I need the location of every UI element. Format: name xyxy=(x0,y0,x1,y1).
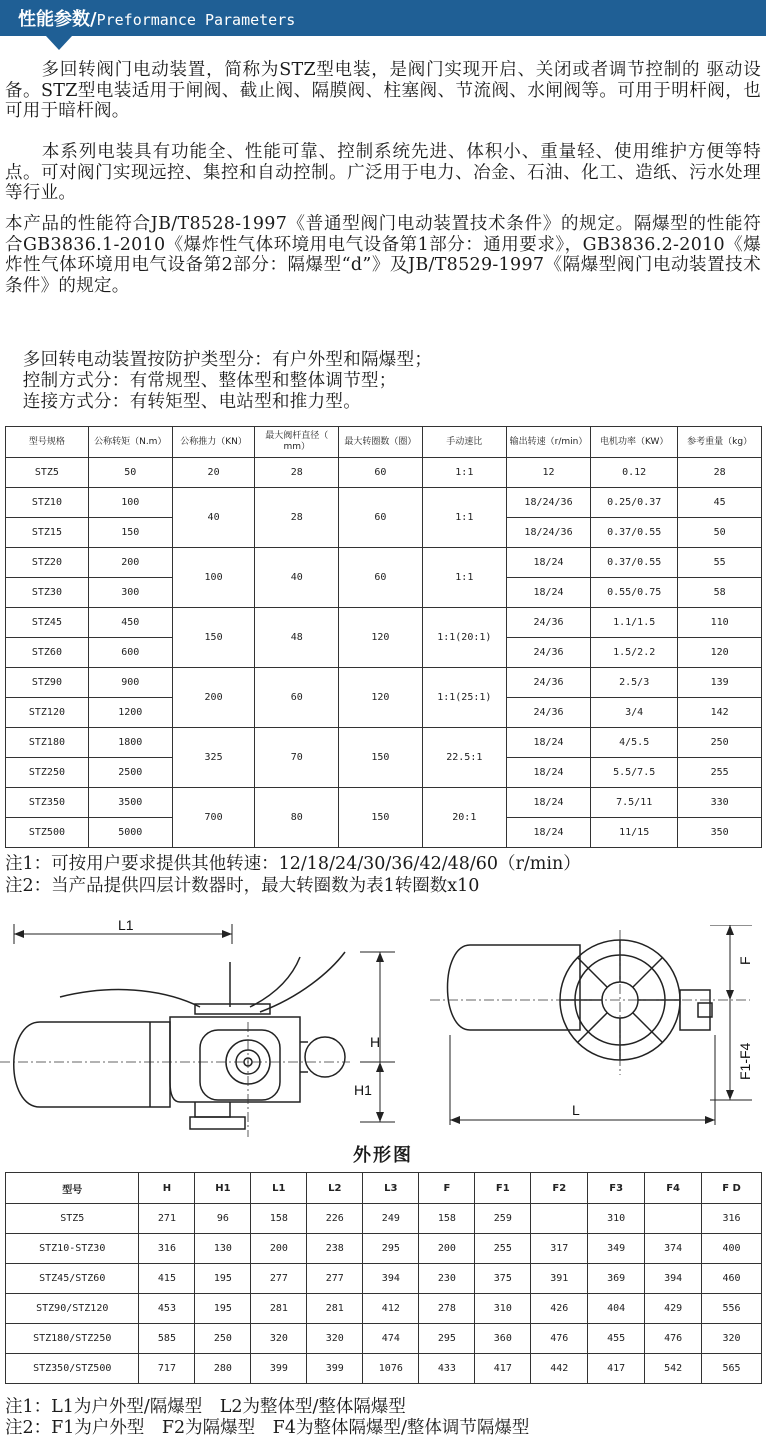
table-cell: 320 xyxy=(251,1324,307,1354)
table-cell: 450 xyxy=(88,608,172,638)
protection-type-line: 多回转电动装置按防护类型分：有户外型和隔爆型； xyxy=(5,350,433,370)
table-cell: 330 xyxy=(678,788,762,818)
table-cell: 350 xyxy=(678,818,762,848)
table-cell: 139 xyxy=(678,668,762,698)
table-cell: 18/24 xyxy=(506,578,590,608)
table-cell: 2.5/3 xyxy=(591,668,678,698)
table-cell: 426 xyxy=(531,1294,588,1324)
table-cell: 18/24/36 xyxy=(506,518,590,548)
dim-label-l: L xyxy=(572,1102,580,1118)
table-cell: 394 xyxy=(363,1264,419,1294)
table-cell: 158 xyxy=(419,1204,475,1234)
table-cell: 100 xyxy=(172,548,255,608)
table-cell: 1:1(20:1) xyxy=(422,608,506,668)
table-cell: STZ15 xyxy=(6,518,89,548)
section-title-cn: 性能参数/ xyxy=(18,9,97,30)
table-cell: 18/24 xyxy=(506,758,590,788)
table-row xyxy=(6,1234,762,1264)
spec-col-motor-power: 电机功率（KW） xyxy=(591,427,678,458)
table-cell: 24/36 xyxy=(506,698,590,728)
table-cell: 120 xyxy=(339,608,423,668)
table-cell: 1:1(25:1) xyxy=(422,668,506,728)
table-cell: 0.55/0.75 xyxy=(591,578,678,608)
spec-col-max-turns: 最大转圈数（圈） xyxy=(339,427,423,458)
table-cell: STZ30 xyxy=(6,578,89,608)
table-cell: 0.12 xyxy=(591,458,678,488)
table-cell: 20 xyxy=(172,458,255,488)
table-cell: 0.37/0.55 xyxy=(591,548,678,578)
table-cell: 48 xyxy=(255,608,339,668)
dim-label-f1-f4: F1-F4 xyxy=(737,1042,753,1080)
table-cell: 295 xyxy=(363,1234,419,1264)
table-cell: 230 xyxy=(419,1264,475,1294)
table-row xyxy=(6,1324,762,1354)
table-cell: 417 xyxy=(475,1354,531,1384)
spec-col-model: 型号规格 xyxy=(6,427,89,458)
standards-paragraph: 本产品的性能符合JB/T8528-1997《普通型阀门电动装置技术条件》的规定。隔爆型的性能符合GB3836.1-2010《爆炸性气体环境用电气设备第1部分：通用要求》，GB3836.2-2010《爆炸性气体环境用电气设备第2部分：隔爆型“d”》及JB/T8529-1997《隔爆型阀门电动装置技术条件》的规定。 xyxy=(5,214,761,296)
table-cell: STZ20 xyxy=(6,548,89,578)
table-cell: 150 xyxy=(339,788,423,848)
table-cell: STZ500 xyxy=(6,818,89,848)
dim-label-h: H xyxy=(370,1034,381,1050)
dim-note-1: 注1：L1为户外型/隔爆型 L2为整体型/整体隔爆型 xyxy=(5,1397,406,1417)
table-cell: 3500 xyxy=(88,788,172,818)
table-cell: STZ90 xyxy=(6,668,89,698)
table-cell: 281 xyxy=(307,1294,363,1324)
table-row xyxy=(6,608,762,638)
table-cell: 433 xyxy=(419,1354,475,1384)
table-cell: 1800 xyxy=(88,728,172,758)
table-cell: 200 xyxy=(251,1234,307,1264)
table-cell: 349 xyxy=(588,1234,645,1264)
table-cell: 259 xyxy=(475,1204,531,1234)
table-cell: 310 xyxy=(475,1294,531,1324)
table-cell: 476 xyxy=(531,1324,588,1354)
table-cell: 120 xyxy=(678,638,762,668)
table-cell: 600 xyxy=(88,638,172,668)
table-cell: STZ120 xyxy=(6,698,89,728)
table-cell: 80 xyxy=(255,788,339,848)
table-cell: 700 xyxy=(172,788,255,848)
table-cell: 120 xyxy=(339,668,423,728)
table-cell: 399 xyxy=(307,1354,363,1384)
dim-col-h: H xyxy=(139,1173,195,1204)
table-cell: 280 xyxy=(195,1354,251,1384)
table-cell: 325 xyxy=(172,728,255,788)
table-cell: STZ10 xyxy=(6,488,89,518)
table-row xyxy=(6,488,762,518)
table-cell: 400 xyxy=(702,1234,762,1264)
dimension-table xyxy=(5,1172,762,1384)
table-cell: STZ5 xyxy=(6,458,89,488)
table-cell: 476 xyxy=(645,1324,702,1354)
table-cell: 40 xyxy=(172,488,255,548)
dim-label-f: F xyxy=(737,956,753,965)
table-cell: 18/24 xyxy=(506,818,590,848)
table-cell: STZ60 xyxy=(6,638,89,668)
table-cell: 369 xyxy=(588,1264,645,1294)
table-row xyxy=(6,1264,762,1294)
table-cell: 417 xyxy=(588,1354,645,1384)
spec-col-torque: 公称转矩（N.m） xyxy=(88,427,172,458)
dim-col-f1: F1 xyxy=(475,1173,531,1204)
table-cell: STZ350 xyxy=(6,788,89,818)
spec-col-manual-ratio: 手动速比 xyxy=(422,427,506,458)
table-cell: 5000 xyxy=(88,818,172,848)
table-cell: 249 xyxy=(363,1204,419,1234)
section-title xyxy=(18,5,295,31)
top-view-drawing xyxy=(430,925,766,1125)
table-cell: 18/24/36 xyxy=(506,488,590,518)
table-cell: STZ45 xyxy=(6,608,89,638)
front-view-drawing xyxy=(0,912,400,1142)
table-cell: 20:1 xyxy=(422,788,506,848)
table-cell: 281 xyxy=(251,1294,307,1324)
table-cell: 55 xyxy=(678,548,762,578)
dim-col-fd: F D xyxy=(702,1173,762,1204)
table-cell: 1200 xyxy=(88,698,172,728)
table-cell: 442 xyxy=(531,1354,588,1384)
table-cell: 18/24 xyxy=(506,788,590,818)
table-cell: 277 xyxy=(307,1264,363,1294)
table-cell: 1:1 xyxy=(422,458,506,488)
table-cell: 96 xyxy=(195,1204,251,1234)
table-cell: 394 xyxy=(645,1264,702,1294)
table-cell: 542 xyxy=(645,1354,702,1384)
table-cell: 200 xyxy=(88,548,172,578)
table-cell: STZ90/STZ120 xyxy=(6,1294,139,1324)
header-arrow-icon xyxy=(46,36,72,50)
section-title-en: Preformance Parameters xyxy=(96,11,296,29)
control-type-line: 控制方式分：有常规型、整体型和整体调节型； xyxy=(5,371,397,391)
dim-col-model: 型号 xyxy=(6,1173,139,1204)
table-cell: 310 xyxy=(588,1204,645,1234)
table-cell: 70 xyxy=(255,728,339,788)
dim-col-f4: F4 xyxy=(645,1173,702,1204)
table-cell: 1:1 xyxy=(422,488,506,548)
table-cell: 375 xyxy=(475,1264,531,1294)
table-cell: 255 xyxy=(678,758,762,788)
spec-note-1: 注1：可按用户要求提供其他转速：12/18/24/30/36/42/48/60（r/min） xyxy=(5,854,581,874)
dim-label-h1: H1 xyxy=(354,1082,372,1098)
table-cell: 300 xyxy=(88,578,172,608)
table-cell: STZ180 xyxy=(6,728,89,758)
table-cell xyxy=(531,1204,588,1234)
table-cell: 238 xyxy=(307,1234,363,1264)
table-cell: STZ250 xyxy=(6,758,89,788)
table-cell: 130 xyxy=(195,1234,251,1264)
table-cell: STZ5 xyxy=(6,1204,139,1234)
table-cell xyxy=(645,1204,702,1234)
table-cell: 40 xyxy=(255,548,339,608)
table-cell: 58 xyxy=(678,578,762,608)
spec-note-2: 注2：当产品提供四层计数器时，最大转圈数为表1转圈数x10 xyxy=(5,876,480,896)
intro-paragraph-2: 本系列电装具有功能全、性能可靠、控制系统先进、体积小、重量轻、使用维护方便等特点。可对阀门实现远控、集控和自动控制。广泛用于电力、冶金、石油、化工、造纸、污水处理等行业。 xyxy=(5,142,761,203)
table-cell: 316 xyxy=(139,1234,195,1264)
table-cell: 28 xyxy=(678,458,762,488)
table-cell: 24/36 xyxy=(506,608,590,638)
table-cell: 200 xyxy=(172,668,255,728)
dim-col-f2: F2 xyxy=(531,1173,588,1204)
table-row xyxy=(6,668,762,698)
dim-col-l2: L2 xyxy=(307,1173,363,1204)
table-cell: 5.5/7.5 xyxy=(591,758,678,788)
table-cell: 404 xyxy=(588,1294,645,1324)
table-cell: STZ45/STZ60 xyxy=(6,1264,139,1294)
table-cell: 1.5/2.2 xyxy=(591,638,678,668)
table-cell: 28 xyxy=(255,458,339,488)
table-cell: 1.1/1.5 xyxy=(591,608,678,638)
table-cell: 100 xyxy=(88,488,172,518)
table-cell: 271 xyxy=(139,1204,195,1234)
table-cell: 158 xyxy=(251,1204,307,1234)
table-cell: 60 xyxy=(339,548,423,608)
table-cell: 250 xyxy=(678,728,762,758)
table-cell: 320 xyxy=(307,1324,363,1354)
section-header xyxy=(0,0,766,36)
dim-col-f3: F3 xyxy=(588,1173,645,1204)
drawing-caption: 外形图 xyxy=(353,1145,413,1166)
table-cell: 320 xyxy=(702,1324,762,1354)
dim-col-l1: L1 xyxy=(251,1173,307,1204)
table-cell: 250 xyxy=(195,1324,251,1354)
table-cell: 316 xyxy=(702,1204,762,1234)
table-cell: 460 xyxy=(702,1264,762,1294)
dim-table-header-row xyxy=(6,1173,762,1204)
table-cell: 374 xyxy=(645,1234,702,1264)
table-cell: 195 xyxy=(195,1264,251,1294)
table-row xyxy=(6,548,762,578)
table-cell: 2500 xyxy=(88,758,172,788)
table-cell: 110 xyxy=(678,608,762,638)
table-cell: 295 xyxy=(419,1324,475,1354)
table-row xyxy=(6,1204,762,1234)
table-cell: 18/24 xyxy=(506,728,590,758)
table-cell: 150 xyxy=(339,728,423,788)
table-cell: 150 xyxy=(172,608,255,668)
table-cell: 142 xyxy=(678,698,762,728)
table-cell: 585 xyxy=(139,1324,195,1354)
table-cell: 565 xyxy=(702,1354,762,1384)
table-cell: 317 xyxy=(531,1234,588,1264)
table-cell: 278 xyxy=(419,1294,475,1324)
table-cell: 717 xyxy=(139,1354,195,1384)
table-cell: 226 xyxy=(307,1204,363,1234)
table-cell: 24/36 xyxy=(506,638,590,668)
dim-col-l3: L3 xyxy=(363,1173,419,1204)
connection-type-line: 连接方式分：有转矩型、电站型和推力型。 xyxy=(5,392,361,412)
table-cell: 399 xyxy=(251,1354,307,1384)
table-cell: 429 xyxy=(645,1294,702,1324)
table-cell: 50 xyxy=(88,458,172,488)
spec-table xyxy=(5,426,762,848)
table-cell: 0.25/0.37 xyxy=(591,488,678,518)
spec-col-thrust: 公称推力（KN） xyxy=(172,427,255,458)
table-row xyxy=(6,458,762,488)
table-cell: 24/36 xyxy=(506,668,590,698)
table-cell: 415 xyxy=(139,1264,195,1294)
table-cell: 1:1 xyxy=(422,548,506,608)
table-cell: 556 xyxy=(702,1294,762,1324)
table-cell: 18/24 xyxy=(506,548,590,578)
dim-col-f: F xyxy=(419,1173,475,1204)
table-cell: 255 xyxy=(475,1234,531,1264)
table-cell: 455 xyxy=(588,1324,645,1354)
table-row xyxy=(6,728,762,758)
table-cell: 7.5/11 xyxy=(591,788,678,818)
spec-col-stem-diameter: 最大阀杆直径（ mm） xyxy=(255,427,339,458)
table-cell: 3/4 xyxy=(591,698,678,728)
table-cell: 1076 xyxy=(363,1354,419,1384)
table-cell: STZ180/STZ250 xyxy=(6,1324,139,1354)
table-cell: 412 xyxy=(363,1294,419,1324)
table-row xyxy=(6,788,762,818)
dim-note-2: 注2：F1为户外型 F2为隔爆型 F4为整体隔爆型/整体调节隔爆型 xyxy=(5,1418,530,1438)
dim-col-h1: H1 xyxy=(195,1173,251,1204)
table-cell: 360 xyxy=(475,1324,531,1354)
table-cell: 200 xyxy=(419,1234,475,1264)
dim-table-body xyxy=(6,1204,762,1384)
intro-paragraph-1: 多回转阀门电动装置，简称为STZ型电装，是阀门实现开启、关闭或者调节控制的 驱动设备。STZ型电装适用于闸阀、截止阀、隔膜阀、柱塞阀、节流阀、水闸阀等。可用于明杆阀，也可用于暗杆阀。 xyxy=(5,60,761,121)
table-cell: 277 xyxy=(251,1264,307,1294)
table-cell: 60 xyxy=(339,458,423,488)
table-cell: 50 xyxy=(678,518,762,548)
table-cell: 195 xyxy=(195,1294,251,1324)
spec-table-header-row xyxy=(6,427,762,458)
table-cell: 474 xyxy=(363,1324,419,1354)
table-cell: 150 xyxy=(88,518,172,548)
spec-col-weight: 参考重量（kg） xyxy=(678,427,762,458)
table-cell: 60 xyxy=(339,488,423,548)
table-cell: 28 xyxy=(255,488,339,548)
table-cell: STZ350/STZ500 xyxy=(6,1354,139,1384)
table-cell: 11/15 xyxy=(591,818,678,848)
table-row xyxy=(6,1354,762,1384)
table-cell: STZ10-STZ30 xyxy=(6,1234,139,1264)
table-cell: 4/5.5 xyxy=(591,728,678,758)
table-cell: 0.37/0.55 xyxy=(591,518,678,548)
table-cell: 900 xyxy=(88,668,172,698)
table-cell: 60 xyxy=(255,668,339,728)
table-cell: 45 xyxy=(678,488,762,518)
table-row xyxy=(6,1294,762,1324)
table-cell: 22.5:1 xyxy=(422,728,506,788)
table-cell: 453 xyxy=(139,1294,195,1324)
spec-col-output-speed: 输出转速（r/min） xyxy=(506,427,590,458)
table-cell: 12 xyxy=(506,458,590,488)
dim-label-l1: L1 xyxy=(118,917,134,933)
table-cell: 391 xyxy=(531,1264,588,1294)
